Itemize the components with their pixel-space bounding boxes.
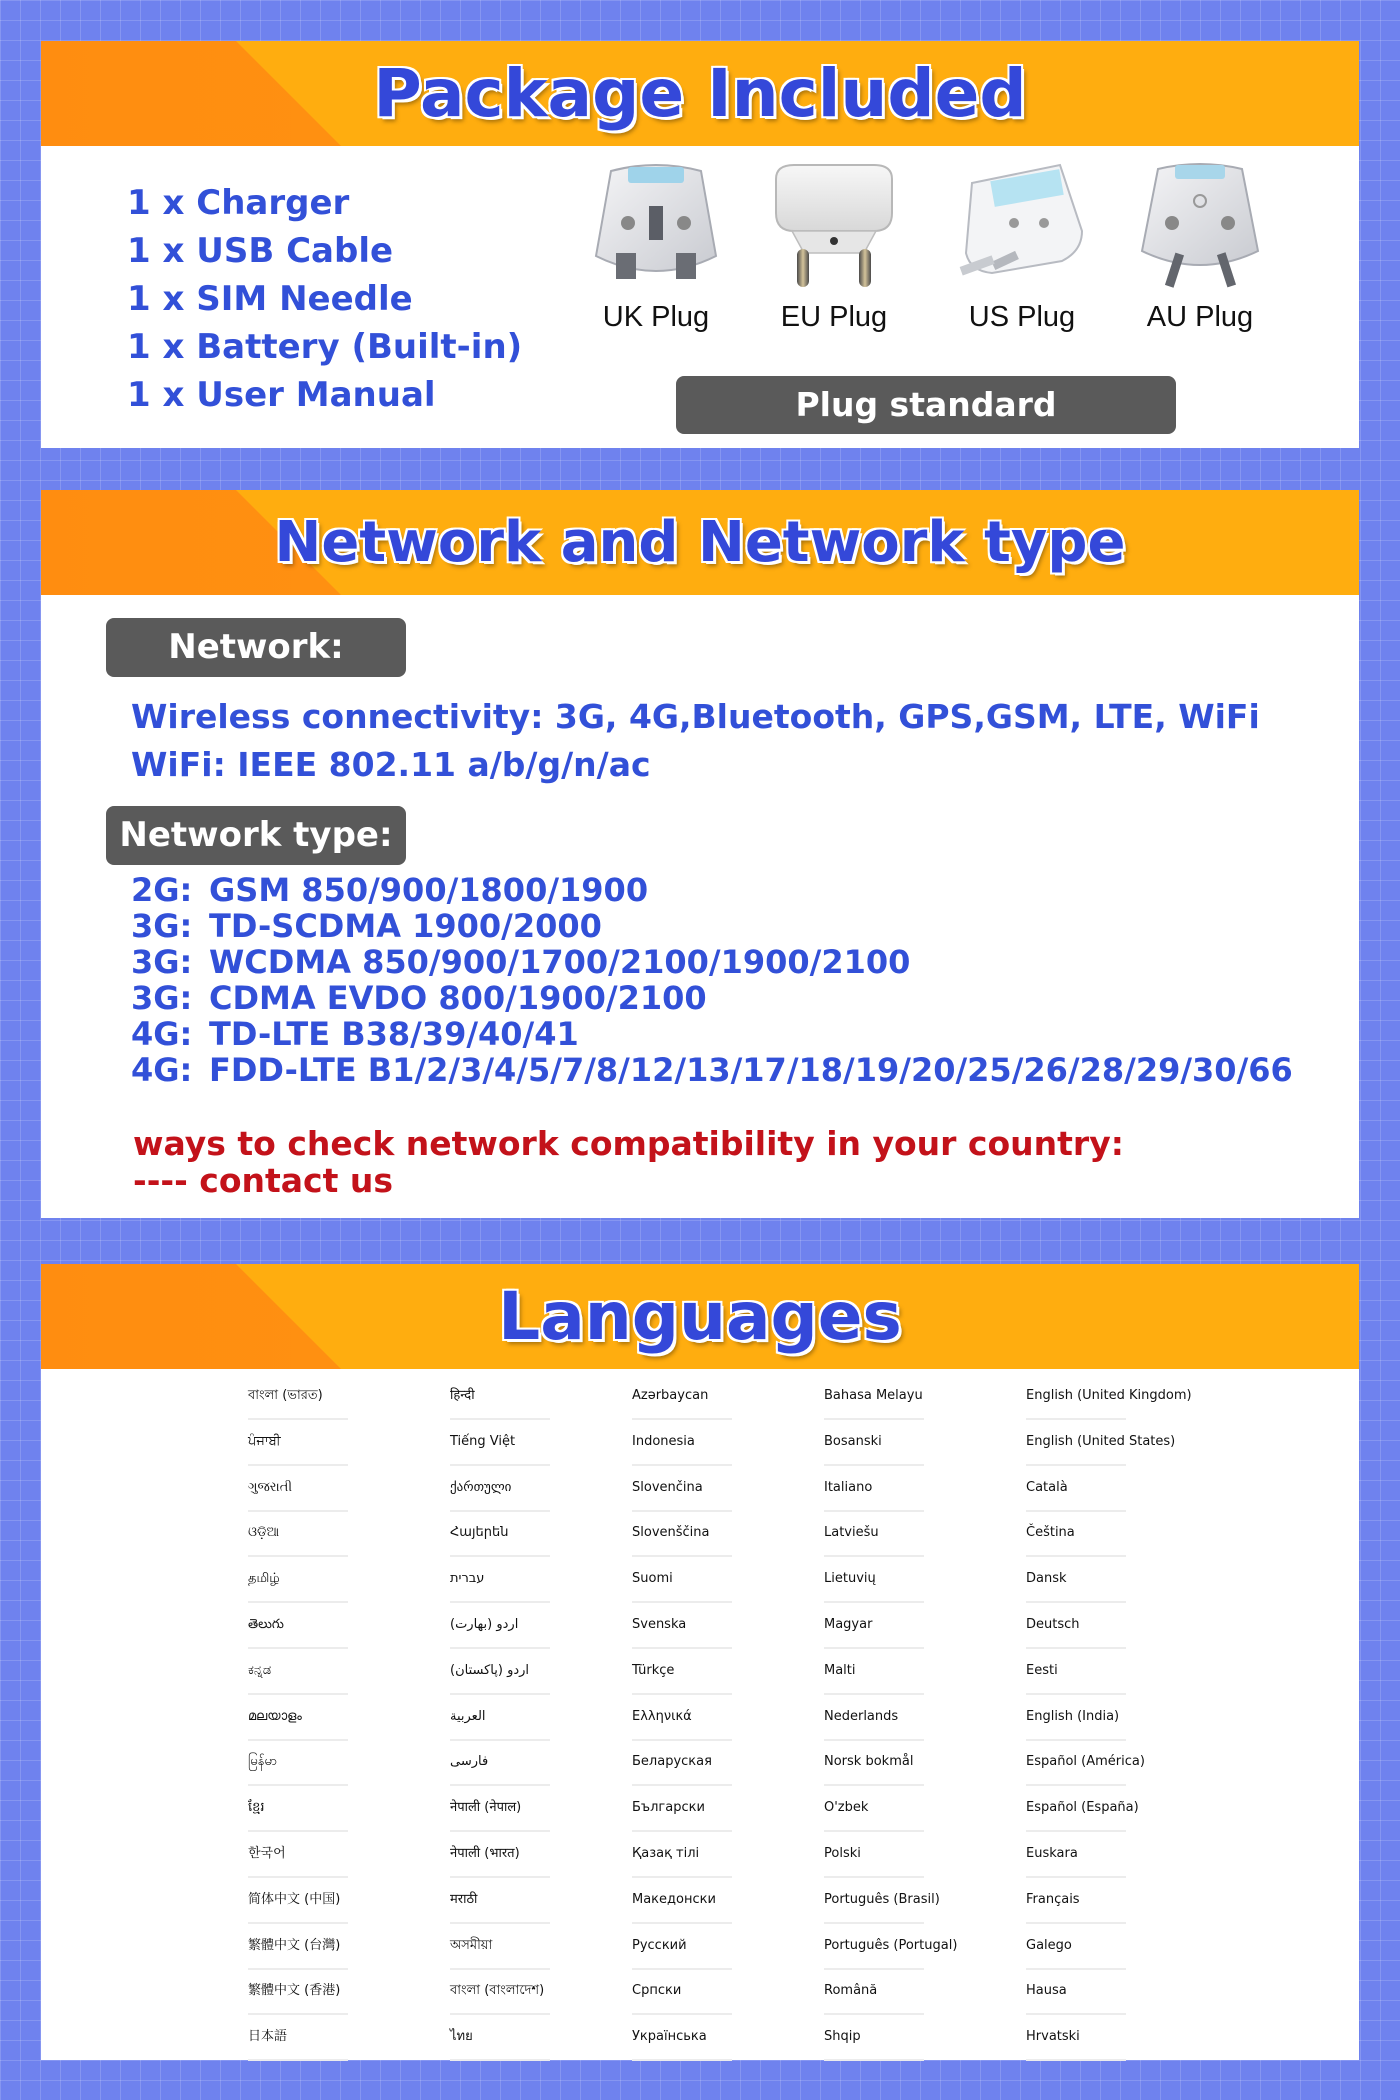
language-column-3: [632, 1386, 716, 2073]
network-type-row: [131, 1052, 1293, 1088]
plug-label: UK Plug: [602, 301, 710, 333]
bands: FDD-LTE B1/2/3/4/5/7/8/12/13/17/18/19/20/25/26/28/29/30/66: [209, 1051, 1293, 1089]
language-option[interactable]: Malti: [824, 1661, 957, 1707]
language-option[interactable]: Македонски: [632, 1890, 716, 1936]
language-option[interactable]: Čeština: [1026, 1523, 1192, 1569]
languages-title: Languages: [498, 1278, 902, 1355]
network-title: Network and Network type: [274, 510, 1126, 575]
language-option[interactable]: Қазақ тілі: [632, 1844, 716, 1890]
wireless-connectivity: Wireless connectivity: 3G, 4G,Bluetooth, GPS,GSM, LTE, WiFi: [131, 697, 1260, 736]
language-option[interactable]: Deutsch: [1026, 1615, 1192, 1661]
language-option[interactable]: Eesti: [1026, 1661, 1192, 1707]
bands: TD-LTE B38/39/40/41: [209, 1015, 579, 1053]
plug-label: AU Plug: [1146, 301, 1254, 333]
language-option[interactable]: Հայերեն: [450, 1523, 544, 1569]
network-type-row: [131, 980, 1293, 1016]
language-option[interactable]: Shqip: [824, 2027, 957, 2073]
language-option[interactable]: Suomi: [632, 1569, 716, 1615]
au-plug-icon: [1130, 161, 1270, 291]
language-option[interactable]: 繁體中文 (香港): [248, 1981, 340, 2027]
contact-us-link[interactable]: ---- contact us: [133, 1161, 394, 1200]
language-option[interactable]: অসমীয়া: [450, 1936, 544, 1982]
language-option[interactable]: తెలుగు: [248, 1615, 340, 1661]
package-items: [127, 179, 522, 419]
network-type-row: [131, 944, 1293, 980]
generation: 4G:: [131, 1015, 193, 1053]
language-option[interactable]: नेपाली (भारत): [450, 1844, 544, 1890]
language-option[interactable]: العربية: [450, 1707, 544, 1753]
language-option[interactable]: मराठी: [450, 1890, 544, 1936]
language-option[interactable]: Azərbaycan: [632, 1386, 716, 1432]
language-option[interactable]: Română: [824, 1981, 957, 2027]
language-option[interactable]: Hausa: [1026, 1981, 1192, 2027]
bands: CDMA EVDO 800/1900/2100: [209, 979, 707, 1017]
language-option[interactable]: 日本語: [248, 2027, 340, 2073]
us-plug-icon: [952, 161, 1092, 291]
language-option[interactable]: Türkçe: [632, 1661, 716, 1707]
language-option[interactable]: Русский: [632, 1936, 716, 1982]
language-option[interactable]: Українська: [632, 2027, 716, 2073]
language-option[interactable]: اردو (پاکستان): [450, 1661, 544, 1707]
language-option[interactable]: മലയാളം: [248, 1707, 340, 1753]
language-option[interactable]: ខ្មែរ: [248, 1798, 340, 1844]
au-plug: [1125, 161, 1275, 334]
bands: TD-SCDMA 1900/2000: [209, 907, 602, 945]
language-option[interactable]: Bosanski: [824, 1432, 957, 1478]
language-option[interactable]: Dansk: [1026, 1569, 1192, 1615]
language-option[interactable]: ଓଡ଼ିଆ: [248, 1523, 340, 1569]
language-option[interactable]: Português (Brasil): [824, 1890, 957, 1936]
language-option[interactable]: Français: [1026, 1890, 1192, 1936]
package-item: 1 x Charger: [127, 183, 350, 223]
language-option[interactable]: Български: [632, 1798, 716, 1844]
language-option[interactable]: Galego: [1026, 1936, 1192, 1982]
package-item: 1 x User Manual: [127, 375, 436, 415]
package-item: 1 x SIM Needle: [127, 279, 413, 319]
language-option[interactable]: Nederlands: [824, 1707, 957, 1753]
language-option[interactable]: हिन्दी: [450, 1386, 544, 1432]
generation: 2G:: [131, 871, 193, 909]
language-option[interactable]: မြန်မာ: [248, 1752, 340, 1798]
eu-plug: [759, 161, 909, 334]
language-option[interactable]: English (India): [1026, 1707, 1192, 1753]
language-column-4: [824, 1386, 957, 2073]
language-option[interactable]: ਪੰਜਾਬੀ: [248, 1432, 340, 1478]
language-option[interactable]: বাংলা (বাংলাদেশ): [450, 1981, 544, 2027]
package-item: 1 x USB Cable: [127, 231, 394, 271]
language-option[interactable]: עברית: [450, 1569, 544, 1615]
package-item: 1 x Battery (Built-in): [127, 327, 523, 367]
plug-label: EU Plug: [780, 301, 888, 333]
uk-plug-icon: [586, 161, 726, 291]
language-option[interactable]: नेपाली (नेपाल): [450, 1798, 544, 1844]
us-plug: [947, 161, 1097, 334]
language-option[interactable]: English (United States): [1026, 1432, 1192, 1478]
generation: 4G:: [131, 1051, 193, 1089]
language-option[interactable]: 한국어: [248, 1844, 340, 1890]
language-option[interactable]: বাংলা (ভারত): [248, 1386, 340, 1432]
language-option[interactable]: فارسی: [450, 1752, 544, 1798]
language-option[interactable]: Беларуская: [632, 1752, 716, 1798]
language-option[interactable]: Español (América): [1026, 1752, 1192, 1798]
language-option[interactable]: Svenska: [632, 1615, 716, 1661]
language-option[interactable]: தமிழ்: [248, 1569, 340, 1615]
language-option[interactable]: ગુજરાતી: [248, 1478, 340, 1524]
compatibility-note: ways to check network compatibility in your country:: [133, 1124, 1124, 1163]
uk-plug: [581, 161, 731, 334]
generation: 3G:: [131, 943, 193, 981]
language-option[interactable]: Norsk bokmål: [824, 1752, 957, 1798]
network-type-row: [131, 872, 1293, 908]
language-option[interactable]: Bahasa Melayu: [824, 1386, 957, 1432]
language-option[interactable]: Euskara: [1026, 1844, 1192, 1890]
eu-plug-icon: [764, 161, 904, 291]
network-type-row: [131, 908, 1293, 944]
package-banner: [41, 41, 1359, 146]
language-option[interactable]: 繁體中文 (台灣): [248, 1936, 340, 1982]
package-title: Package Included: [373, 55, 1027, 132]
package-panel: [41, 41, 1359, 448]
language-option[interactable]: Ελληνικά: [632, 1707, 716, 1753]
network-banner: [41, 490, 1359, 595]
language-option[interactable]: English (United Kingdom): [1026, 1386, 1192, 1432]
language-option[interactable]: ქართული: [450, 1478, 544, 1524]
language-option[interactable]: Slovenčina: [632, 1478, 716, 1524]
language-option[interactable]: ಕನ್ನಡ: [248, 1661, 340, 1707]
plug-label: US Plug: [968, 301, 1076, 333]
network-type-row: [131, 1016, 1293, 1052]
plug-standard-tag: Plug standard: [676, 376, 1176, 434]
language-option[interactable]: Hrvatski: [1026, 2027, 1192, 2073]
language-option[interactable]: ไทย: [450, 2027, 544, 2073]
network-heading: Network:: [106, 618, 406, 677]
bands: WCDMA 850/900/1700/2100/1900/2100: [209, 943, 911, 981]
network-type-heading: Network type:: [106, 806, 406, 865]
wifi-standard: WiFi: IEEE 802.11 a/b/g/n/ac: [131, 745, 651, 784]
language-option[interactable]: Indonesia: [632, 1432, 716, 1478]
language-option[interactable]: Lietuvių: [824, 1569, 957, 1615]
language-option[interactable]: Català: [1026, 1478, 1192, 1524]
language-option[interactable]: Polski: [824, 1844, 957, 1890]
language-option[interactable]: Português (Portugal): [824, 1936, 957, 1982]
language-option[interactable]: اردو (بھارت): [450, 1615, 544, 1661]
language-option[interactable]: 简体中文 (中国): [248, 1890, 340, 1936]
language-column-1: [248, 1386, 340, 2073]
language-option[interactable]: Tiếng Việt: [450, 1432, 544, 1478]
language-column-2: [450, 1386, 544, 2073]
language-option[interactable]: Italiano: [824, 1478, 957, 1524]
generation: 3G:: [131, 907, 193, 945]
bands: GSM 850/900/1800/1900: [209, 871, 649, 909]
language-option[interactable]: Српски: [632, 1981, 716, 2027]
languages-banner: [41, 1264, 1359, 1369]
language-option[interactable]: O'zbek: [824, 1798, 957, 1844]
language-option[interactable]: Español (España): [1026, 1798, 1192, 1844]
generation: 3G:: [131, 979, 193, 1017]
language-option[interactable]: Latviešu: [824, 1523, 957, 1569]
language-column-5: [1026, 1386, 1192, 2073]
network-type-list: [131, 872, 1293, 1088]
language-option[interactable]: Slovenščina: [632, 1523, 716, 1569]
language-option[interactable]: Magyar: [824, 1615, 957, 1661]
